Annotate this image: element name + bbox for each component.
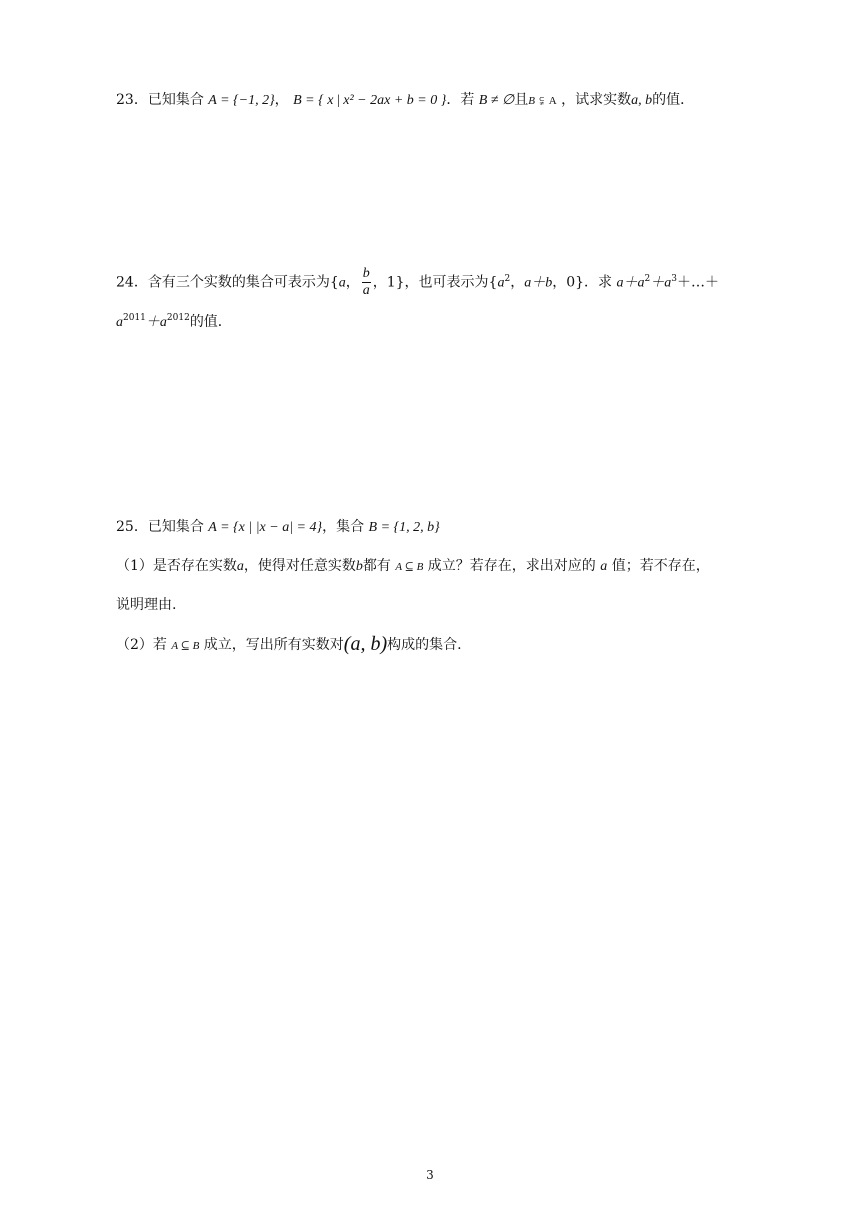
q24-apb: a＋b bbox=[524, 275, 553, 291]
q23-cond2-rel: ⫋ bbox=[539, 94, 545, 107]
q25-p1-line2: 说明理由. bbox=[116, 597, 177, 613]
question-24-line2 bbox=[116, 312, 232, 334]
q23-cond2-right: A bbox=[548, 95, 557, 107]
question-24: 24．含有三个实数的集合可表示为{a， $\frac{b}{a}$ ，1}，也可表示为{$a^2$，a＋b，0}．求 $a+a^2+a^3+\dots+$ bbox=[116, 266, 719, 298]
q23-bar: | bbox=[333, 93, 344, 108]
q25-p1-e: 值；若不存在， bbox=[611, 558, 710, 574]
question-23: 23．已知集合 A = {−1, 2}， B = { x | x² − 2ax + b = 0 }．若 B ≠ ∅且B ⫋ A ，试求实数a, b的值． bbox=[116, 92, 695, 108]
q24-mid1: ，1}，也可表示为{ bbox=[372, 274, 498, 291]
q25-p2-pair: (a, b) bbox=[343, 633, 388, 655]
q24-series: a＋a bbox=[616, 275, 645, 291]
q24-s-sup2: 2 bbox=[644, 273, 651, 284]
q24-a1: a bbox=[338, 275, 346, 291]
q23-cond1: B ≠ ∅ bbox=[478, 93, 515, 108]
q23-and: 且 bbox=[514, 92, 529, 108]
q25-p1-rel: A ⊆ B bbox=[395, 561, 424, 573]
question-25 bbox=[116, 517, 440, 538]
q24-a2: a bbox=[497, 275, 505, 291]
q24-plus: ＋a bbox=[145, 315, 167, 330]
page-number: 3 bbox=[426, 1168, 434, 1182]
q24-frac-num: b bbox=[362, 266, 370, 281]
q25-part1-line1 bbox=[116, 556, 710, 577]
q25-p1-b: ，使得对任意实数 bbox=[243, 558, 356, 574]
q23-set-b-cond: x² − 2ax + b = 0 } bbox=[343, 93, 447, 108]
q25-p1-var-a2: a bbox=[600, 559, 608, 574]
q24-frac-den: a bbox=[362, 283, 370, 298]
q25-p1-var-b: b bbox=[355, 559, 363, 574]
q24-line2-a: a bbox=[116, 315, 123, 330]
q25-part2 bbox=[116, 633, 462, 656]
q24-end: 的值． bbox=[189, 314, 232, 330]
q24-s-sup3: 3 bbox=[671, 273, 677, 284]
q24-fraction bbox=[362, 266, 371, 299]
q24-sup2: 2 bbox=[504, 273, 511, 284]
q25-mid: ，集合 bbox=[322, 519, 365, 535]
q23-cond2-left: B bbox=[528, 95, 535, 107]
q23-end: 的值． bbox=[652, 92, 695, 108]
q24-dots: ＋…＋ bbox=[676, 274, 719, 291]
q25-p1-d: 成立？若存在，求出对应的 bbox=[427, 558, 596, 574]
q25-p2-rel: A ⊆ B bbox=[171, 640, 200, 652]
q25-p1-c: 都有 bbox=[362, 558, 391, 574]
q25-set-b: B = {1, 2, b} bbox=[368, 520, 440, 535]
q25-p2-b: 成立，写出所有实数对 bbox=[203, 637, 344, 653]
q23-prefix: 23．已知集合 bbox=[116, 92, 204, 108]
q24-mid3: ，0}．求 bbox=[552, 274, 613, 291]
q25-set-a: A = {x | |x − a| = 4} bbox=[208, 520, 323, 535]
q25-p2-c: 构成的集合. bbox=[387, 637, 462, 653]
q24-sup2011: 2011 bbox=[123, 313, 146, 323]
q23-set-a: A = {−1, 2} bbox=[208, 93, 275, 108]
q25-prefix: 25．已知集合 bbox=[116, 519, 204, 535]
q25-p1-a: （1）是否存在实数 bbox=[116, 558, 237, 574]
q23-vars: a, b bbox=[631, 93, 653, 108]
q23-if: ．若 bbox=[446, 92, 475, 108]
q24-plus-a3: ＋a bbox=[650, 275, 672, 291]
q23-set-b-head: B = { x bbox=[293, 93, 334, 108]
q23-tail: ，试求实数 bbox=[561, 92, 632, 108]
q24-mid2: ， bbox=[510, 274, 525, 291]
q24-sup2012: 2012 bbox=[166, 313, 190, 323]
q25-p2-a: （2）若 bbox=[116, 637, 167, 653]
q25-p1-var-a: a bbox=[236, 559, 244, 574]
q24-prefix: 24．含有三个实数的集合可表示为{ bbox=[116, 274, 339, 291]
q25-part1-line2 bbox=[116, 595, 176, 615]
